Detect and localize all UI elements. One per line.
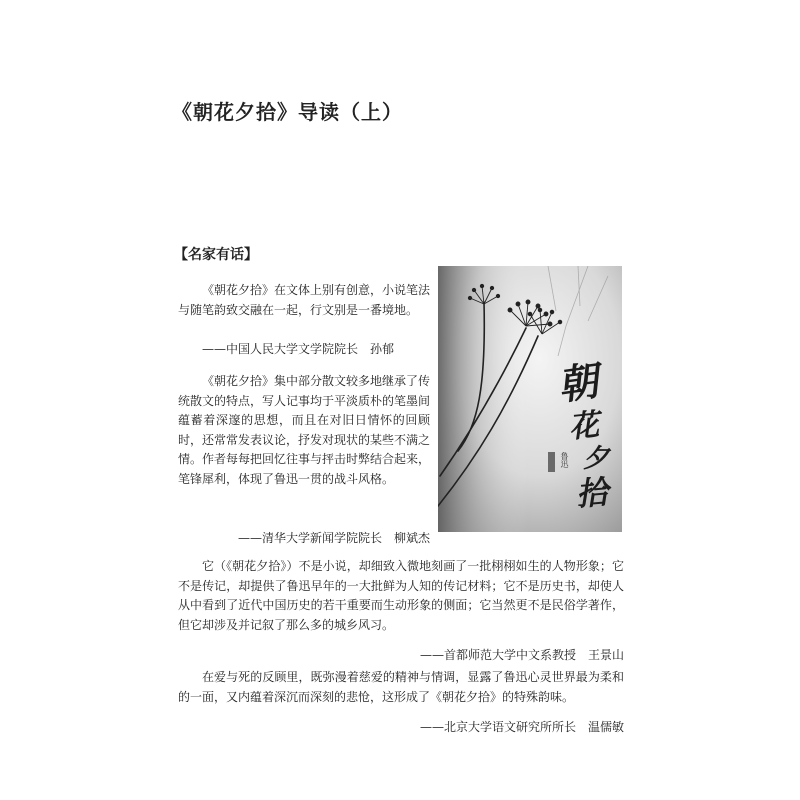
cover-seal xyxy=(548,452,555,472)
cover-title-char: 花 xyxy=(567,407,601,446)
book-cover xyxy=(438,266,622,532)
quote-attribution: ——清华大学新闻学院院长 柳斌杰 xyxy=(237,531,430,545)
page-title: 《朝花夕拾》导读（上） xyxy=(172,100,403,124)
quote-attribution: ——北京大学语文研究所所长 温儒敏 xyxy=(419,720,624,734)
cover-title-char: 朝 xyxy=(554,357,602,410)
section-label: 【名家有话】 xyxy=(174,247,258,263)
cover-title-char: 拾 xyxy=(574,472,610,514)
cover-author: 鲁迅 xyxy=(560,452,569,468)
quote-text: 《朝花夕拾》在文体上别有创意，小说笔法与随笔韵致交融在一起，行文别是一番境地。 xyxy=(178,283,431,317)
quote-attribution: ——首都师范大学中文系教授 王景山 xyxy=(419,648,624,662)
quote-text: 在爱与死的反顾里，既弥漫着慈爱的精神与情调，显露了鲁迅心灵世界最为柔和的一面，又内蕴着深沉而深刻的悲怆，这形成了《朝花夕拾》的特殊韵味。 xyxy=(178,670,624,704)
quote-text: 它（《朝花夕拾》）不是小说，却细致入微地刻画了一批栩栩如生的人物形象；它不是传记，却提供了鲁迅早年的一大批鲜为人知的传记材料；它不是历史书，却使人从中看到了近代中国历史的若干重要而生动形象的侧面；它当然更不是民俗学著作，但它却涉及并记叙了那么多的城乡风习。 xyxy=(178,559,624,632)
quote-attribution: ——中国人民大学文学院院长 孙郁 xyxy=(201,342,394,356)
quote-text: 《朝花夕拾》集中部分散文较多地继承了传统散文的特点，写人记事均于平淡质朴的笔墨间蕴蓄着深邃的思想，而且在对旧日情怀的回顾时，还常常发表议论，抒发对现状的某些不满之情。作者每每把回忆往事与抨击时弊结合起来，笔锋犀利，体现了鲁迅一贯的战斗风格。 xyxy=(178,374,431,486)
cover-title-char: 夕 xyxy=(583,444,610,474)
